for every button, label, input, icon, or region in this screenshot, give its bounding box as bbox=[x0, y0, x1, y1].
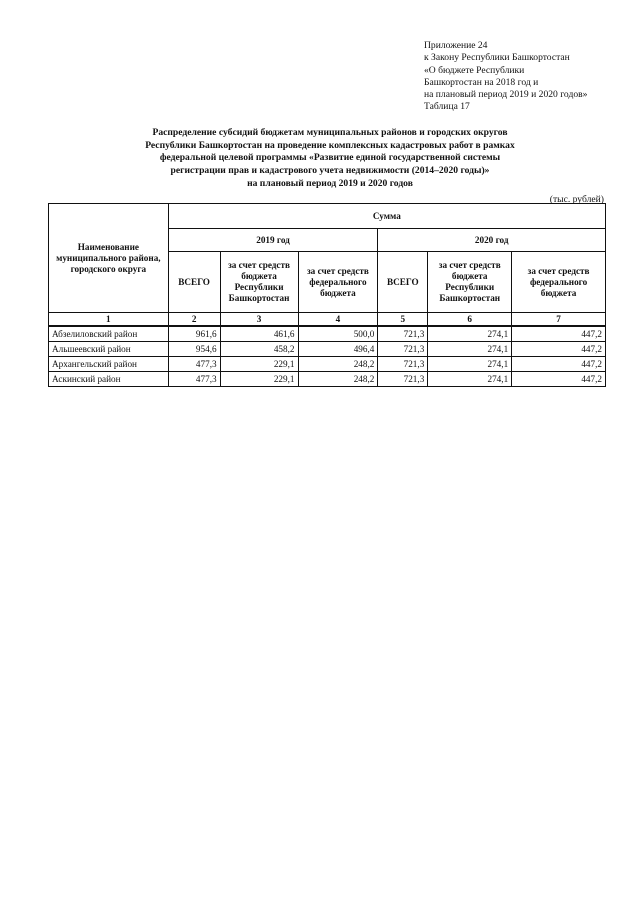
cell-value: 447,2 bbox=[512, 342, 606, 357]
column-number: 2 bbox=[168, 313, 220, 327]
cell-value: 248,2 bbox=[298, 372, 378, 387]
table-row bbox=[49, 357, 606, 372]
cell-value: 500,0 bbox=[298, 326, 378, 342]
cell-value: 721,3 bbox=[378, 372, 428, 387]
table-number: Таблица 17 bbox=[424, 101, 470, 113]
title-line: федеральной целевой программы «Развитие единой государственной системы bbox=[159, 152, 501, 164]
cell-value: 274,1 bbox=[428, 342, 512, 357]
cell-value: 447,2 bbox=[512, 326, 606, 342]
units-label: (тыс. рублей) bbox=[549, 194, 604, 205]
column-number: 7 bbox=[512, 313, 606, 327]
total-2020-header: ВСЕГО bbox=[378, 252, 428, 313]
cell-value: 274,1 bbox=[428, 357, 512, 372]
appendix-line: на плановый период 2019 и 2020 годов» bbox=[424, 89, 588, 101]
cell-value: 248,2 bbox=[298, 357, 378, 372]
cell-value: 229,1 bbox=[220, 357, 298, 372]
cell-value: 274,1 bbox=[428, 326, 512, 342]
title-line: Республики Башкортостан на проведение комплексных кадастровых работ в рамках bbox=[145, 139, 515, 151]
district-name: Абзелиловский район bbox=[49, 326, 169, 342]
cell-value: 447,2 bbox=[512, 357, 606, 372]
district-name: Архангельский район bbox=[49, 357, 169, 372]
subsidy-table bbox=[48, 203, 606, 387]
total-2019-header: ВСЕГО bbox=[168, 252, 220, 313]
table-row bbox=[49, 326, 606, 342]
cell-value: 961,6 bbox=[168, 326, 220, 342]
column-number: 6 bbox=[428, 313, 512, 327]
title-line: регистрации прав и кадастрового учета недвижимости (2014–2020 годы)» bbox=[170, 165, 490, 177]
republic-2019-header: за счет средств бюджета Республики Башкортостан bbox=[220, 252, 298, 313]
appendix-line: Башкортостан на 2018 год и bbox=[424, 76, 539, 88]
district-name: Аскинский район bbox=[49, 372, 169, 387]
cell-value: 721,3 bbox=[378, 326, 428, 342]
cell-value: 229,1 bbox=[220, 372, 298, 387]
sum-header: Сумма bbox=[168, 204, 605, 229]
cell-value: 954,6 bbox=[168, 342, 220, 357]
appendix-line: к Закону Республики Башкортостан bbox=[424, 52, 570, 64]
cell-value: 721,3 bbox=[378, 357, 428, 372]
federal-2019-header: за счет средств федерального бюджета bbox=[298, 252, 378, 313]
appendix-line: «О бюджете Республики bbox=[424, 64, 525, 76]
column-number: 3 bbox=[220, 313, 298, 327]
district-name: Альшеевский район bbox=[49, 342, 169, 357]
appendix-header bbox=[424, 40, 587, 114]
column-number: 1 bbox=[49, 313, 169, 327]
cell-value: 447,2 bbox=[512, 372, 606, 387]
table-row bbox=[49, 372, 606, 387]
cell-value: 721,3 bbox=[378, 342, 428, 357]
cell-value: 477,3 bbox=[168, 357, 220, 372]
cell-value: 496,4 bbox=[298, 342, 378, 357]
column-number: 4 bbox=[298, 313, 378, 327]
appendix-line: Приложение 24 bbox=[424, 40, 488, 51]
cell-value: 461,6 bbox=[220, 326, 298, 342]
table-row bbox=[49, 342, 606, 357]
title-line: на плановый период 2019 и 2020 годов bbox=[247, 177, 413, 189]
federal-2020-header: за счет средств федерального бюджета bbox=[512, 252, 606, 313]
cell-value: 477,3 bbox=[168, 372, 220, 387]
year-2019-header: 2019 год bbox=[168, 229, 378, 252]
title-line: Распределение субсидий бюджетам муниципальных районов и городских округов bbox=[152, 127, 508, 138]
cell-value: 274,1 bbox=[428, 372, 512, 387]
republic-2020-header: за счет средств бюджета Республики Башкортостан bbox=[428, 252, 512, 313]
cell-value: 458,2 bbox=[220, 342, 298, 357]
document-title bbox=[60, 127, 600, 191]
column-number: 5 bbox=[378, 313, 428, 327]
name-column-header: Наименование муниципального района, городского округа bbox=[49, 204, 169, 313]
year-2020-header: 2020 год bbox=[378, 229, 606, 252]
